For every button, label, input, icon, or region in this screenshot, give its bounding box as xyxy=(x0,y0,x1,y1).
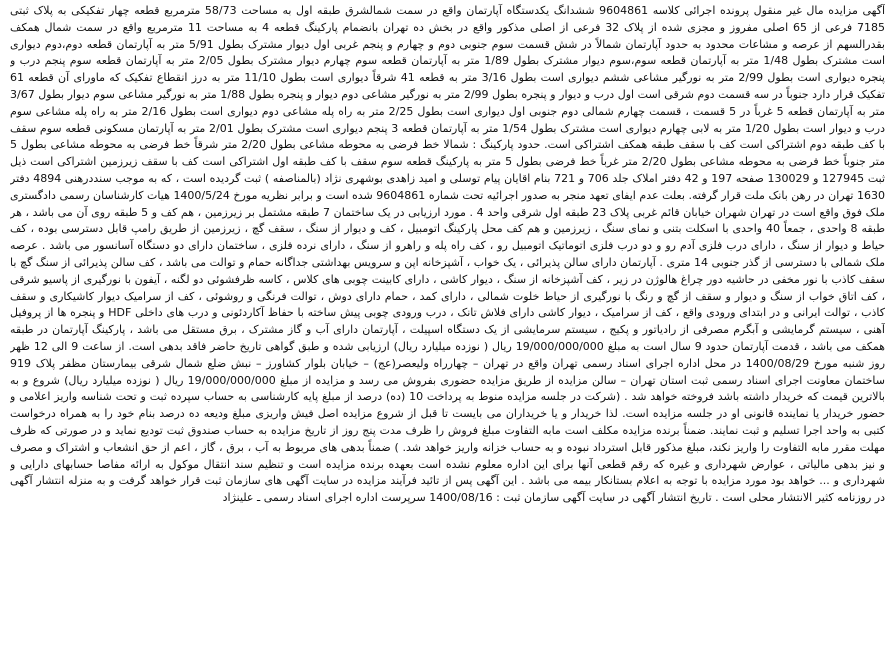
auction-notice-text: آگهی مزایده مال غیر منقول پرونده اجرائی کلاسه 9604861 ششدانگ یکدستگاه آپارتمان واقع در سمت شمالشرق طبقه اول به مساحت 58/73 مترمربع قطعه چهار تفکیکی به پلاک ثبتی 7185 فرعی از 65 اصلی مفروز و مجزی شده از پلاک 32 فرعی از اصلی مذکور واقع در بخش ده تهران بانضمام پارکینگ قطعه 4 به مساحت 11 مترمربع واقع در سمت شمال همکف بقدرالسهم از عرصه و مشاعات محدود به حدود آپارتمان شمالاً در شش قسمت سوم جنوبی دوم و چهارم و پنجم غربی اول دیوار مشترک بطول 5/91 متر به آپارتمان قطعه دوم،دوم دیواری است مشترک بطول 1/48 متر به آپارتمان قطعه سوم،سوم دیوار مشترک بطول 1/89 متر به آپارتمان قطعه سوم چهارم دیوار مشترک بطول 2/05 متر به آپارتمان قطعه سوم پنجم درب و پنجره دیواری است بطول 2/99 متر به نورگیر مشاعی ششم دیواری است بطول 3/16 متر به قطعه 41 شرقاً دیواری است بطول 11/10 متر به درز انقطاع تفکیک که ماورای آن قطعه 61 تفکیک قرار دارد جنوباً در سه قسمت دوم شرقی است اول درب و دیوار و پنجره بطول 2/99 متر به نورگیر مشاعی دوم دیوار و پنجره بطول 1/88 متر به نورگیر مشاعی سوم دیوار بطول 3/67 متر به آپارتمان قطعه 5 غرباً در 5 قسمت ، قسمت چهارم شمالی دوم جنوبی اول دیواری است بطول 2/25 متر به راه پله مشاعی دوم دیواری است بطول 2/16 متر به راه پله مشاعی سوم درب و دیوار است بطول 1/20 متر به لابی چهارم دیواری است مشترک بطول 1/54 متر به آپارتمان قطعه 3 پنجم دیواری است مشترک بطول 2/01 متر به آپارتمان مسکونی قطعه سوم سقف با کف طبقه دوم اشتراکی است کف با سقف طبقه همکف اشتراکی است. حدود پارکینگ : شمالا خط فرضی به محوطه مشاعی بطول 2/20 متر شرقاً خط فرضی به محوطه مشاعی بطول 5 متر جنوباً خط فرضی به محوطه مشاعی بطول 2/20 متر غرباً خط فرضی بطول 5 متر به پارکینگ قطعه سوم سقف با کف طبقه اول اشتراکی است کف با سقف زیرزمین اشتراکی است ذیل ثبت 127945 و 130029 صفحه 197 و 42 دفتر املاک جلد 706 و 721 بنام اقایان پیام توسلی و امید زاهدی بوشهری نژاد (بالمناصفه ) ثبت گردیده است ، که به موجب سنددرهنی 4894 دفتر 1630 تهران در رهن بانک ملت قرار گرفته. بعلت عدم ایفای تعهد منجر به صدور اجرائیه تحت شماره 9604861 شده است و برابر نظریه مورخ 1400/5/24 هیات کارشناسان رسمی دادگستری ملک فوق واقع است در تهران شهران خیابان قائم غربی پلاک 23 طبقه اول شرقی واحد 4 . مورد ارزیابی در یک ساختمان 7 طبقه مشتمل بر زیرزمین ، هم کف و 5 طبقه روی آن می باشد ، هر طبقه 8 واحدی ، جمعاً 40 واحدی با اسکلت بتنی و نمای سنگ ، زیرزمین و هم کف محل پارکینگ اتومبیل ، کف و دیوار از سنگ ، سقف گچ ، زیرزمین از طریق رامپ قابل دسترسی بوده ، کف حیاط و دیوار از سنگ ، دارای درب فلزی آدم رو و دو درب فلزی اتوماتیک اتومبیل رو ، کف راه پله و راهرو از سنگ ، دارای نرده فلزی ، ساختمان دارای دو دستگاه آسانسور می باشد . عرصه ملک شمالی با دسترسی از گذر جنوبی 14 متری . آپارتمان دارای سالن پذیرائی ، یک خواب ، آشپزخانه اپن و سرویس بهداشتی جداگانه حمام و توالت می باشد ، کف سالن پذیرائی از سنگ گچ با سقف کاذب با نور مخفی در حاشیه دور چراغ هالوژن در زیر ، کف آشپزخانه از سنگ ، دیوار کاشی ، دارای کابینت چوبی های کلاس ، کاسه ظرفشوئی دو لگنه ، آیفون با نورگیری از پاسیو شرقی ، کف اتاق خواب از سنگ و دیوار و سقف از گچ و رنگ با نورگیری از حیاط خلوت شمالی ، دارای کمد ، حمام دارای دوش ، توالت فرنگی و روشوئی ، کف از سرامیک دیوار کاشیکاری و سقف کاذب ، توالت ایرانی و در ابتدای ورودی واقع ، کف از سرامیک ، دیوار کاشی دارای فلاش تانک ، درب ورودی چوبی پیش ساخته با حفاظ آکاردئونی و درب های داخلی HDF و پنجره ها از پروفیل آهنی ، سیستم گرمایشی و آبگرم مصرفی از رادیاتور و پکیج ، سیستم سرمایشی از یک دستگاه اسپیلت ، آپارتمان دارای آب و گاز مشترک ، برق مستقل می باشد ، پارکینگ آپارتمان در طبقه همکف می باشد ، قدمت آپارتمان حدود 9 سال است به مبلغ 19/000/000/000 ریال ( نوزده میلیارد ریال) ارزیابی شده و طبق گواهی تاریخ حاضر فاقد بدهی است. از ساعت 9 الی 12 ظهر روز شنبه مورخ 1400/08/29 در محل اداره اجرای اسناد رسمی تهران واقع در تهران – چهارراه ولیعصر(عج) – خیابان بلوار کشاورز – نبش ضلع شمال شرقی بیمارستان مظفر پلاک 919 ساختمان معاونت اجرای اسناد رسمی ثبت استان تهران – سالن مزایده از طریق مزایده حضوری بفروش می رسد و مزایده از مبلغ 19/000/000/000 ریال ( نوزده میلیارد ریال) شروع و به بالاترین قیمت که خریدار داشته باشد فروخته خواهد شد . (شرکت در جلسه مزایده منوط به پرداخت 10 (ده) درصد از مبلغ پایه کارشناسی به حساب سپرده ثبت و تحت شناسه واریز اعلامی و حضور خریدار یا نماینده قانونی او در جلسه مزایده است. لذا خریدار و یا خریداران می بایست تا قبل از شروع مزایده اصل فیش واریزی مبلغ ودیعه ده درصد بنام خود را به همراه درخواست کتبی به واحد اجرا تسلیم و ثبت نمایند. ضمناً برنده مزایده مکلف است مابه التفاوت مبلغ فروش را ظرف مدت پنج روز از تاریخ مزایده به حساب صندوق ثبت تودیع نماید و در صورتی که ظرف مهلت مقرر مابه التفاوت را واریز نکند، مبلغ مذکور قابل استرداد نبوده و به حساب خزانه واریز خواهد شد. ) ضمناً بدهی های مربوط به آب ، برق ، گاز ، اعم از حق انشعاب و اشتراک و مصرف و نیز بدهی مالیاتی ، عوارض شهرداری و غیره که رقم قطعی آنها برای این اداره معلوم نشده است بعهده برنده مزایده است و تنظیم سند انتقال موکول به ارائه مفاصا حسابهای دارایی و شهرداری و ... خواهد بود مورد مزایده با توجه به اعلام بستانکار بیمه می باشد . این آگهی پس از تائید فرآیند مزایده در سایت آگهی های سازمان ثبت قرار خواهد گرفت و به منزله انتشار آگهی در روزنامه کثیر الانتشار محلی است . تاریخ انتشار آگهی در سایت آگهی سازمان ثبت : 1400/08/16 سرپرست اداره اجرای اسناد رسمی ـ علینژاد xyxy=(10,4,885,505)
auction-notice xyxy=(10,3,885,671)
